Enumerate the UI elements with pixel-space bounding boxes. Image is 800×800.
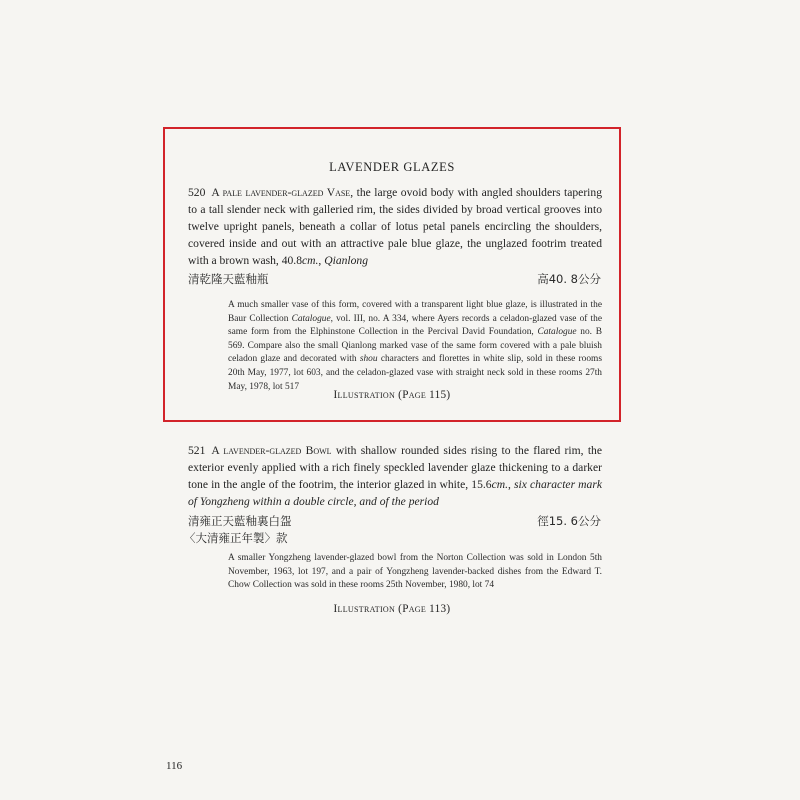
note-text: A much smaller vase of this form, covered with a transparent light blue glaze, is illustrated in the Baur Collection bbox=[228, 300, 602, 324]
note-text: no. B 569. Compare also the small Qianlong marked vase of the same form covered with a pale bluish celadon glaze and decorated with bbox=[228, 327, 602, 365]
lot-521-chinese-diameter: 徑15. 6公分 bbox=[537, 514, 601, 528]
lot-520-body: , the large ovoid body with angled shoulders tapering to a tall slender neck with galleried rim, the sides divided by broad vertical grooves into twelve upright panels, beneath a collar of lotus petal panels encircling the shoulders, covered inside and out with an attractive pale blue glaze, the unglazed footrim treated with a brown wash, 40.8 bbox=[188, 186, 602, 267]
lot-520-period: Qianlong bbox=[324, 254, 369, 267]
note-text: characters and florettes in white slip, sold in these rooms 20th May, 1977, lot 603, and the celadon-glazed vase with straight neck sold in these rooms 27th May, 1978, lot 517 bbox=[228, 354, 602, 392]
lot-520-sep: , bbox=[318, 254, 325, 267]
lot-520-description bbox=[188, 184, 602, 269]
lot-521-note: A smaller Yongzheng lavender-glazed bowl from the Norton Collection was sold in London 5th November, 1963, lot 197, and a pair of Yongzheng lavender-backed dishes from the Edward T. Chow Collection was sold in these rooms 25th November, 1980, lot 74 bbox=[228, 553, 602, 591]
lot-520-chinese-height: 高40. 8公分 bbox=[537, 272, 601, 286]
lot-520-illustration-ref: Illustration (Page 115) bbox=[333, 389, 451, 401]
section-title: LAVENDER GLAZES bbox=[329, 160, 455, 174]
note-catalogue-title: Catalogue bbox=[291, 313, 331, 324]
lot-521-description bbox=[188, 442, 602, 510]
lot-521-unit: cm. bbox=[491, 478, 508, 491]
lot-521-body: with shallow rounded sides rising to the flared rim, the exterior evenly applied with a rich finely speckled lavender glaze thickening to a darker tone in the angle of the footrim, the interior glazed in white, 15.6 bbox=[188, 444, 603, 491]
lot-521-illustration-ref: Illustration (Page 113) bbox=[333, 603, 451, 615]
page-number: 116 bbox=[166, 760, 183, 772]
lot-520-unit: cm. bbox=[302, 254, 319, 267]
lot-520-note bbox=[228, 299, 602, 394]
lot-521-mark: six character mark of Yongzheng within a double circle, and of the period bbox=[188, 478, 603, 508]
lot-521-number: 521 bbox=[188, 444, 206, 457]
note-shou: shou bbox=[359, 354, 378, 365]
lot-521-title: A lavender-glazed Bowl bbox=[211, 444, 332, 457]
lot-521-chinese-title: 清雍正天藍釉裏白盌 bbox=[188, 514, 292, 528]
lot-520-number: 520 bbox=[188, 186, 206, 199]
lot-520-title: A pale lavender-glazed Vase bbox=[211, 186, 351, 199]
lot-520-chinese-title: 清乾隆天藍釉瓶 bbox=[188, 272, 269, 286]
lot-521-chinese-mark: 〈大清雍正年製〉款 bbox=[184, 531, 288, 545]
note-catalogue-title: Catalogue bbox=[537, 327, 577, 338]
lot-521-sep: , bbox=[508, 478, 515, 491]
note-text: , vol. III, no. A 334, where Ayers records a celadon-glazed vase of the same form from the Elphinstone Collection in the Percival David Foundation, bbox=[228, 313, 602, 338]
